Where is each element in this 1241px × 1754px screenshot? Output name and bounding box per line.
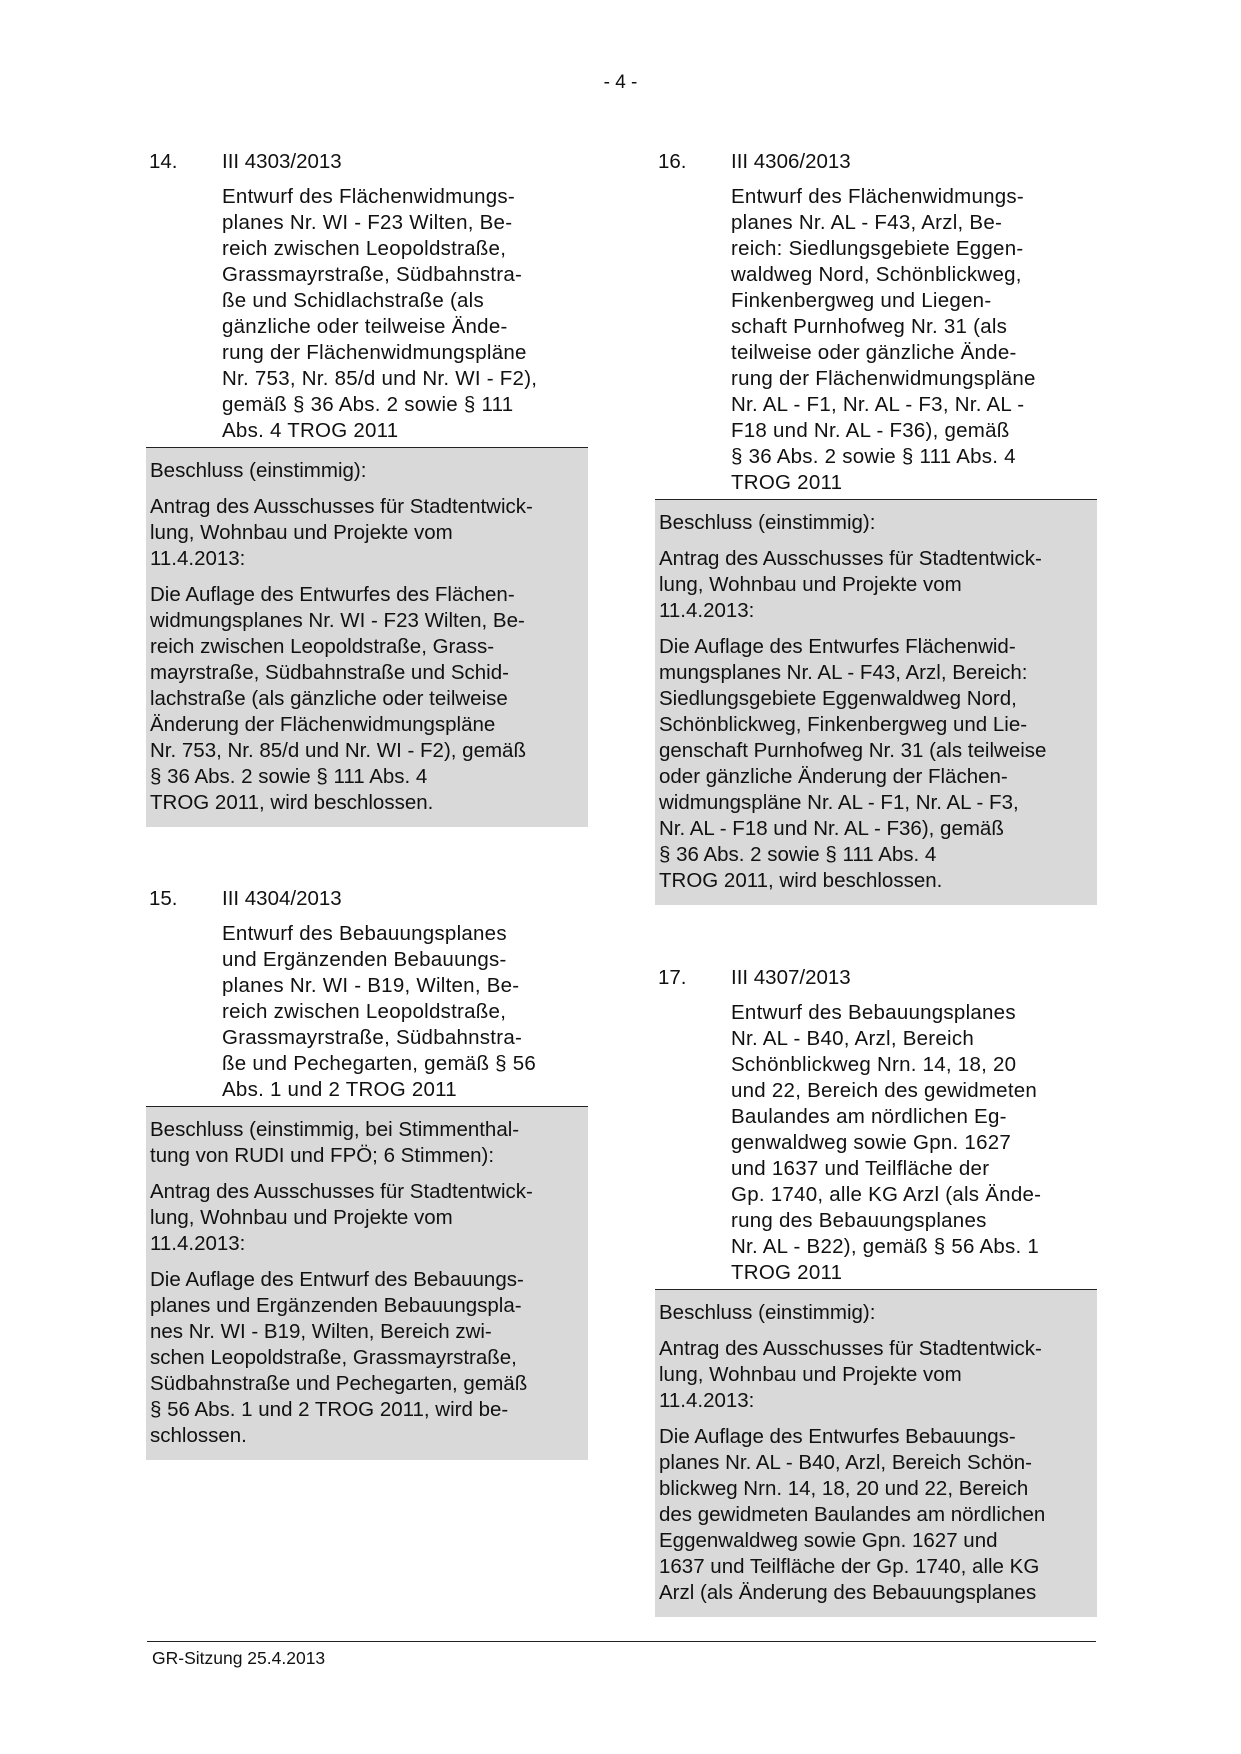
motion-text: Antrag des Ausschusses für Stadtentwick- lung, Wohnbau und Projekte vom 11.4.2013: xyxy=(659,547,1042,622)
resolution-text: Die Auflage des Entwurfes Bebauungs- planes Nr. AL - B40, Arzl, Bereich Schön- blickweg Nrn. 14, 18, 20 und 22, Bereich des gewidmeten Baulandes am nördlichen Eggenwaldweg sowie Gpn. 1627 und 1637 und Teilfläche der Gp. 1740, alle KG Arzl (als Änderung des Bebauungsplanes xyxy=(659,1425,1046,1604)
agenda-item-17 xyxy=(655,965,1097,1617)
resolution-text: Die Auflage des Entwurfes Flächenwid- mungsplanes Nr. AL - F43, Arzl, Bereich: Siedlungsgebiete Eggenwaldweg Nord, Schönblickweg, Finkenbergweg und Lie- genschaft Purnhofweg Nr. 31 (als teilweise oder gänzliche Änderung der Flächen- widmungspläne Nr. AL - F1, Nr. AL - F3, Nr. AL - F18 und Nr. AL - F36), gemäß § 36 Abs. 2 sowie § 111 Abs. 4 TROG 2011, wird beschlossen. xyxy=(659,635,1047,892)
decision-label: Beschluss (einstimmig): xyxy=(659,1301,876,1324)
item-description: Entwurf des Flächenwidmungs- planes Nr. AL - F43, Arzl, Be- reich: Siedlungsgebiete Eggen- waldweg Nord, Schönblickweg, Finkenbergweg und Liegen- schaft Purnhofweg Nr. 31 (als teilweise oder gänzliche Ände- rung der Flächenwidmungspläne Nr. AL - F1, Nr. AL - F3, Nr. AL - F18 und Nr. AL - F36), gemäß § 36 Abs. 2 sowie § 111 Abs. 4 TROG 2011 xyxy=(731,185,1036,494)
item-heading xyxy=(658,149,1097,175)
motion-text: Antrag des Ausschusses für Stadtentwick- lung, Wohnbau und Projekte vom 11.4.2013: xyxy=(659,1337,1042,1412)
item-number: 16. xyxy=(658,150,687,173)
item-description: Entwurf des Bebauungsplanes und Ergänzenden Bebauungs- planes Nr. WI - B19, Wilten, Be- reich zwischen Leopoldstraße, Grassmayrstraße, Südbahnstra- ße und Pechegarten, gemäß § 56 Abs. 1 und 2 TROG 2011 xyxy=(222,922,537,1101)
item-code: III 4307/2013 xyxy=(731,966,851,989)
item-number: 17. xyxy=(658,966,687,989)
agenda-item-16 xyxy=(655,149,1097,905)
decision-box xyxy=(655,1290,1097,1617)
motion-text: Antrag des Ausschusses für Stadtentwick- lung, Wohnbau und Projekte vom 11.4.2013: xyxy=(150,1180,533,1255)
decision-box xyxy=(146,448,588,827)
motion-text: Antrag des Ausschusses für Stadtentwick- lung, Wohnbau und Projekte vom 11.4.2013: xyxy=(150,495,533,570)
agenda-item-15 xyxy=(146,886,588,1460)
item-number: 14. xyxy=(149,150,178,173)
item-code: III 4304/2013 xyxy=(222,887,342,910)
decision-label: Beschluss (einstimmig, bei Stimmenthal- tung von RUDI und FPÖ; 6 Stimmen): xyxy=(150,1118,520,1167)
item-heading xyxy=(149,149,588,175)
item-heading xyxy=(149,886,588,912)
agenda-item-14 xyxy=(146,149,588,827)
resolution-text: Die Auflage des Entwurfes des Flächen- widmungsplanes Nr. WI - F23 Wilten, Be- reich zwischen Leopoldstraße, Grass- mayrstraße, Südbahnstraße und Schid- lachstraße (als gänzliche oder teilweise Änderung der Flächenwidmungspläne Nr. 753, Nr. 85/d und Nr. WI - F2), gemäß § 36 Abs. 2 sowie § 111 Abs. 4 TROG 2011, wird beschlossen. xyxy=(150,583,526,814)
decision-label: Beschluss (einstimmig): xyxy=(150,459,367,482)
footer-divider xyxy=(147,1641,1096,1642)
item-code: III 4306/2013 xyxy=(731,150,851,173)
item-heading xyxy=(658,965,1097,991)
decision-label: Beschluss (einstimmig): xyxy=(659,511,876,534)
decision-box xyxy=(146,1107,588,1460)
page-number: - 4 - xyxy=(603,72,638,93)
decision-box xyxy=(655,500,1097,905)
item-description: Entwurf des Bebauungsplanes Nr. AL - B40, Arzl, Bereich Schönblickweg Nrn. 14, 18, 20 und 22, Bereich des gewidmeten Baulandes am nördlichen Eg- genwaldweg sowie Gpn. 1627 und 1637 und Teilfläche der Gp. 1740, alle KG Arzl (als Ände- rung des Bebauungsplanes Nr. AL - B22), gemäß § 56 Abs. 1 TROG 2011 xyxy=(731,1001,1042,1284)
resolution-text: Die Auflage des Entwurf des Bebauungs- planes und Ergänzenden Bebauungspla- nes Nr. WI - B19, Wilten, Bereich zwi- schen Leopoldstraße, Grassmayrstraße, Südbahnstraße und Pechegarten, gemäß § 56 Abs. 1 und 2 TROG 2011, wird be- schlossen. xyxy=(150,1268,528,1447)
item-code: III 4303/2013 xyxy=(222,150,342,173)
item-number: 15. xyxy=(149,887,178,910)
item-description: Entwurf des Flächenwidmungs- planes Nr. WI - F23 Wilten, Be- reich zwischen Leopoldstraße, Grassmayrstraße, Südbahnstra- ße und Schidlachstraße (als gänzliche oder teilweise Ände- rung der Flächenwidmungspläne Nr. 753, Nr. 85/d und Nr. WI - F2), gemäß § 36 Abs. 2 sowie § 111 Abs. 4 TROG 2011 xyxy=(222,185,538,442)
footer-text: GR-Sitzung 25.4.2013 xyxy=(152,1648,326,1668)
